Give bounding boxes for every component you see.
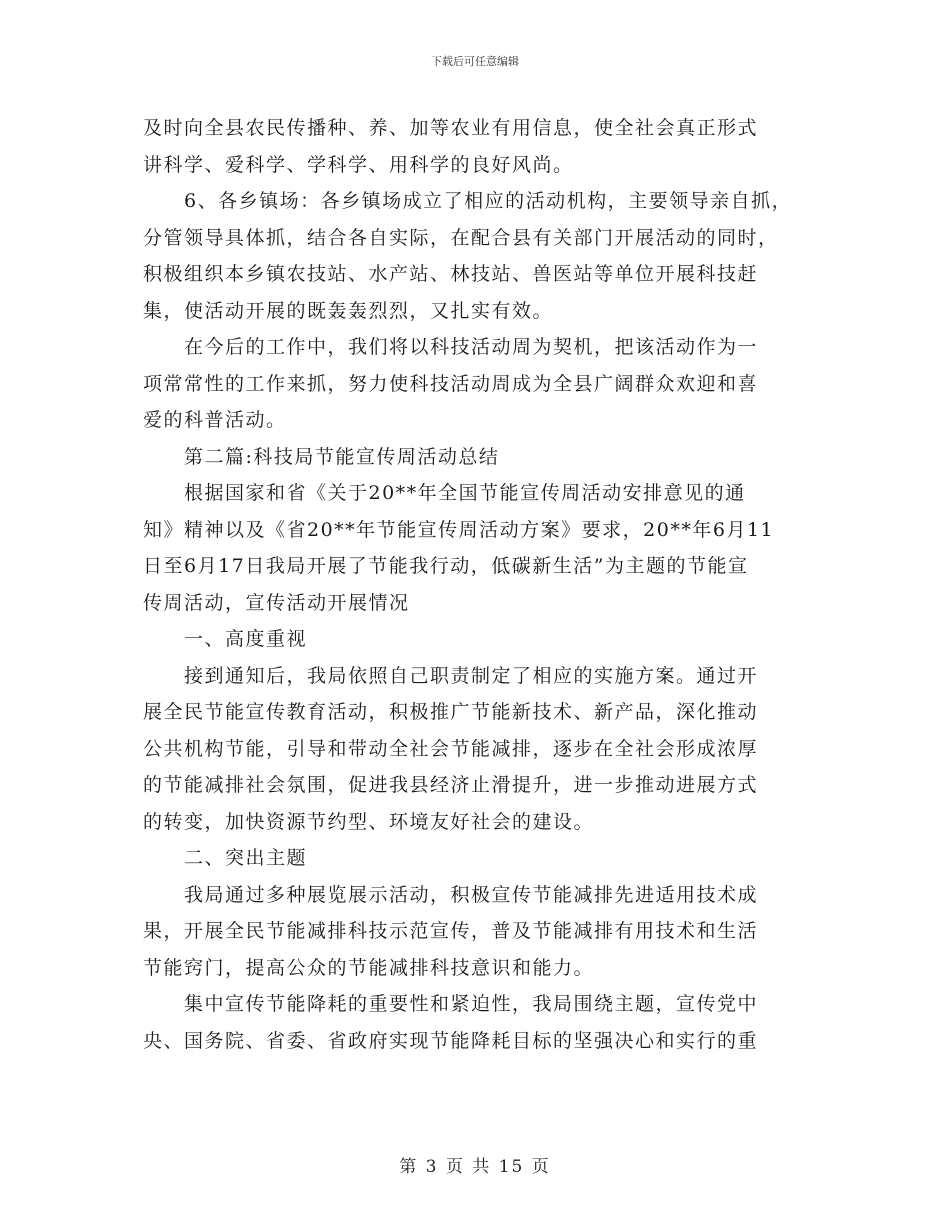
text-line: 央、国务院、省委、省政府实现节能降耗目标的坚强决心和实行的重 xyxy=(143,1029,759,1052)
text-line: 日至6月17日我局开展了节能我行动，低碳新生活”为主题的节能宣 xyxy=(143,555,749,577)
text-line: 第二篇:科技局节能宣传周活动总结 xyxy=(184,445,500,468)
text-line: 集，使活动开展的既轰轰烈烈，又扎实有效。 xyxy=(143,299,554,322)
text-line: 传周活动，宣传活动开展情况 xyxy=(143,591,410,614)
text-line: 积极组织本乡镇农技站、水产站、林技站、兽医站等单位开展科技赶 xyxy=(143,263,759,285)
text-line: 知》精神以及《省20**年节能宣传周活动方案》要求，20**年6月11 xyxy=(143,518,775,541)
page-header: 下载后可任意编辑 xyxy=(431,55,519,68)
text-line: 展全民节能宣传教育活动，积极推广节能新技术、新产品，深化推动 xyxy=(143,701,759,723)
text-line: 项常常性的工作来抓，努力使科技活动周成为全县广阔群众欢迎和喜 xyxy=(143,372,759,395)
text-line: 的节能减排社会氛围，促进我县经济止滑提升，进一步推动进展方式 xyxy=(143,774,759,796)
text-line: 分管领导具体抓，结合各自实际，在配合县有关部门开展活动的同时， xyxy=(143,226,779,249)
text-line: 二、突出主题 xyxy=(184,847,308,869)
text-line: 的转变，加快资源节约型、环境友好社会的建设。 xyxy=(143,810,595,833)
text-line: 接到通知后，我局依照自己职责制定了相应的实施方案。通过开 xyxy=(184,664,759,687)
text-line: 果，开展全民节能减排科技示范宣传，普及节能减排有用技术和生活 xyxy=(143,920,759,942)
page-footer: 第 3 页 共 15 页 xyxy=(399,1157,551,1177)
text-line: 爱的科普活动。 xyxy=(143,409,287,431)
text-line: 集中宣传节能降耗的重要性和紧迫性，我局围绕主题，宣传党中 xyxy=(184,993,759,1015)
text-line: 一、高度重视 xyxy=(184,628,308,650)
text-line: 公共机构节能，引导和带动全社会节能减排，逐步在全社会形成浓厚 xyxy=(143,737,759,760)
text-line: 根据国家和省《关于20**年全国节能宣传周活动安排意见的通 xyxy=(184,482,746,504)
text-line: 节能窍门，提高公众的节能减排科技意识和能力。 xyxy=(143,956,595,979)
text-line: 及时向全县农民传播种、养、加等农业有用信息，使全社会真正形式 xyxy=(143,117,759,139)
text-line: 6、各乡镇场：各乡镇场成立了相应的活动机构，主要领导亲自抓， xyxy=(184,190,793,212)
text-line: 我局通过多种展览展示活动，积极宣传节能减排先进适用技术成 xyxy=(184,883,759,906)
text-line: 在今后的工作中，我们将以科技活动周为契机，把该活动作为一 xyxy=(184,336,759,358)
document-body xyxy=(143,110,818,1059)
text-line: 讲科学、爱科学、学科学、用科学的良好风尚。 xyxy=(143,153,574,176)
